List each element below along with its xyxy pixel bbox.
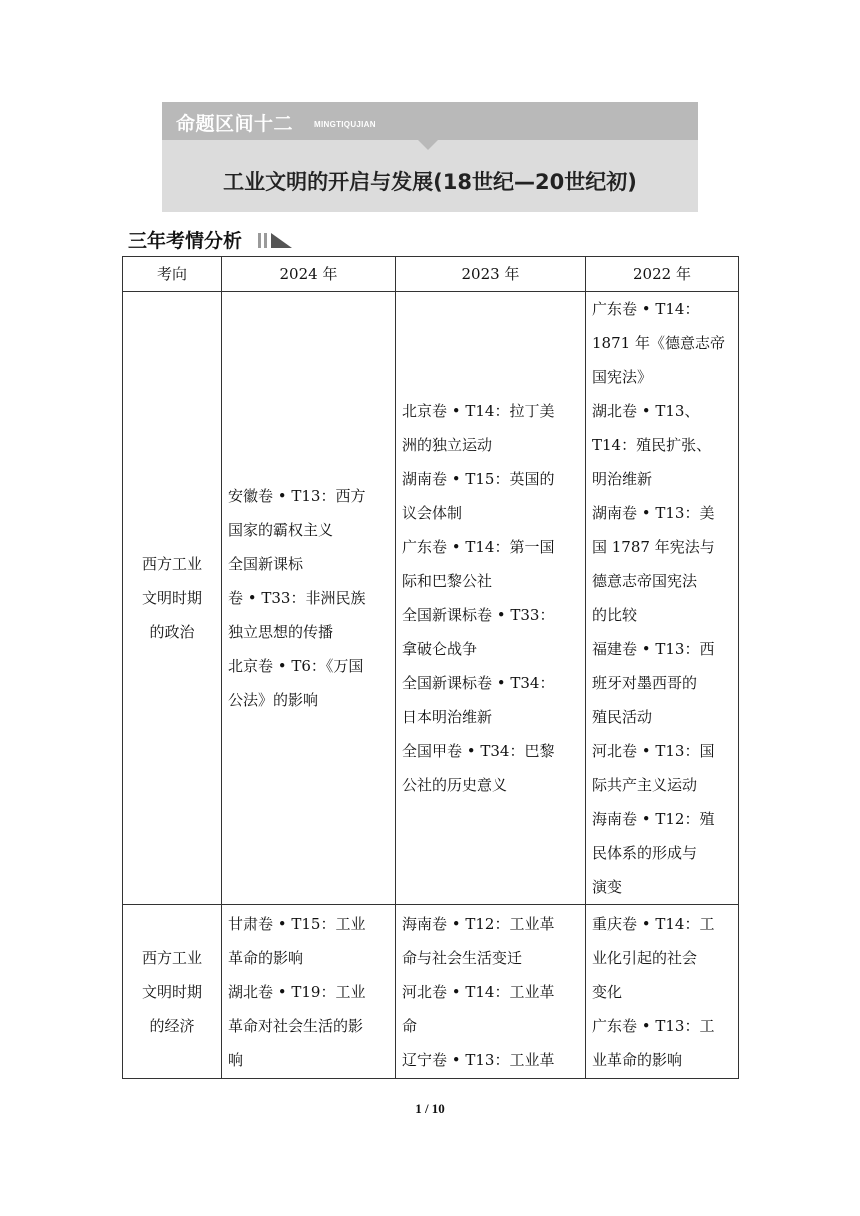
text-line: 甘肃卷 • T15：工业 xyxy=(228,914,366,933)
text-line: 湖南卷 • T13：美 xyxy=(592,504,715,522)
text-line: 1871 年《德意志帝 xyxy=(592,334,725,352)
header-topic: 考向 xyxy=(123,257,222,292)
text-line: 安徽卷 • T13：西方 xyxy=(228,487,366,505)
text-line: 明治维新 xyxy=(592,470,653,488)
text-line: 民体系的形成与 xyxy=(592,844,698,862)
text-line: 洲的独立运动 xyxy=(402,436,493,454)
text-line: 全国新课标 xyxy=(228,555,304,573)
text-line: 广东卷 • T14： xyxy=(592,300,700,318)
text-line: 海南卷 • T12：殖 xyxy=(592,810,715,828)
text-line: 革命对社会生活的影 xyxy=(228,1016,364,1035)
exam-analysis-table xyxy=(122,256,739,1079)
text-line: 拿破仑战争 xyxy=(402,640,478,658)
text-line: 德意志帝国宪法 xyxy=(592,572,698,590)
cell-2022 xyxy=(586,292,739,905)
text-line: 殖民活动 xyxy=(592,708,653,726)
text-line: 际共产主义运动 xyxy=(592,776,698,794)
table-header-row xyxy=(123,257,739,292)
text-line: 海南卷 • T12：工业革 xyxy=(402,914,555,933)
banner-label: 命题区间十二 xyxy=(176,113,294,135)
text-line: 福建卷 • T13：西 xyxy=(592,640,715,658)
cell-2022 xyxy=(586,905,739,1079)
banner-pinyin: MINGTIQUJIAN xyxy=(314,120,376,129)
text-line: 革命的影响 xyxy=(228,948,304,967)
topic-cell xyxy=(123,905,222,1079)
text-line: T14：殖民扩张、 xyxy=(592,436,712,454)
text-line: 西方工业 xyxy=(141,555,202,573)
text-line: 卷 • T33：非洲民族 xyxy=(228,589,366,607)
text-line: 国宪法》 xyxy=(592,368,653,386)
text-line: 国家的霸权主义 xyxy=(228,521,334,539)
text-line: 湖北卷 • T13、 xyxy=(592,402,700,420)
text-line: 业革命的影响 xyxy=(592,1050,683,1069)
text-line: 命 xyxy=(402,1016,418,1035)
text-line: 业化引起的社会 xyxy=(592,948,698,967)
text-line: 变化 xyxy=(592,982,623,1001)
text-line: 的经济 xyxy=(149,1016,195,1035)
text-line: 河北卷 • T13：国 xyxy=(592,742,715,760)
page-number: 1 / 10 xyxy=(415,1101,445,1116)
text-line: 议会体制 xyxy=(402,504,463,522)
text-line: 全国甲卷 • T34：巴黎 xyxy=(402,742,555,760)
text-line: 国 1787 年宪法与 xyxy=(592,538,715,556)
text-line: 公社的历史意义 xyxy=(402,776,508,794)
chapter-title: 工业文明的开启与发展(18世纪—20世纪初) xyxy=(223,170,637,194)
text-line: 西方工业 xyxy=(141,948,202,967)
topic-cell xyxy=(123,292,222,905)
table-row-economy xyxy=(123,905,739,1079)
text-line: 际和巴黎公社 xyxy=(402,572,493,590)
cell-2024 xyxy=(222,292,396,905)
text-line: 日本明治维新 xyxy=(402,708,493,726)
text-line: 北京卷 • T14：拉丁美 xyxy=(402,402,555,420)
text-line: 湖北卷 • T19：工业 xyxy=(228,982,366,1001)
text-line: 湖南卷 • T15：英国的 xyxy=(402,470,555,488)
text-line: 全国新课标卷 • T33： xyxy=(402,606,555,624)
table-row-politics xyxy=(123,292,739,905)
text-line: 命与社会生活变迁 xyxy=(402,948,523,967)
text-line: 班牙对墨西哥的 xyxy=(592,674,698,692)
text-line: 河北卷 • T14：工业革 xyxy=(402,982,555,1001)
banner-notch xyxy=(418,140,438,150)
section-heading: 三年考情分析 xyxy=(128,230,243,252)
text-line: 的比较 xyxy=(592,606,638,624)
text-line: 的政治 xyxy=(149,623,195,641)
text-line: 广东卷 • T13：工 xyxy=(592,1016,715,1035)
header-2023: 2023 年 xyxy=(396,257,586,292)
text-line: 响 xyxy=(228,1050,244,1069)
text-line: 文明时期 xyxy=(141,589,202,607)
header-2024: 2024 年 xyxy=(222,257,396,292)
cell-2024 xyxy=(222,905,396,1079)
text-line: 辽宁卷 • T13：工业革 xyxy=(402,1050,555,1069)
text-line: 重庆卷 • T14：工 xyxy=(592,914,715,933)
cell-2023 xyxy=(396,292,586,905)
text-line: 演变 xyxy=(592,878,623,896)
text-line: 北京卷 • T6：《万国 xyxy=(228,657,364,675)
chapter-banner xyxy=(162,102,698,212)
header-2022: 2022 年 xyxy=(586,257,739,292)
text-line: 全国新课标卷 • T34： xyxy=(402,674,555,692)
text-line: 文明时期 xyxy=(141,982,202,1001)
cell-2023 xyxy=(396,905,586,1079)
text-line: 独立思想的传播 xyxy=(228,623,334,641)
text-line: 公法》的影响 xyxy=(228,691,319,709)
text-line: 广东卷 • T14：第一国 xyxy=(402,538,555,556)
heading-decoration-icon xyxy=(258,230,294,250)
